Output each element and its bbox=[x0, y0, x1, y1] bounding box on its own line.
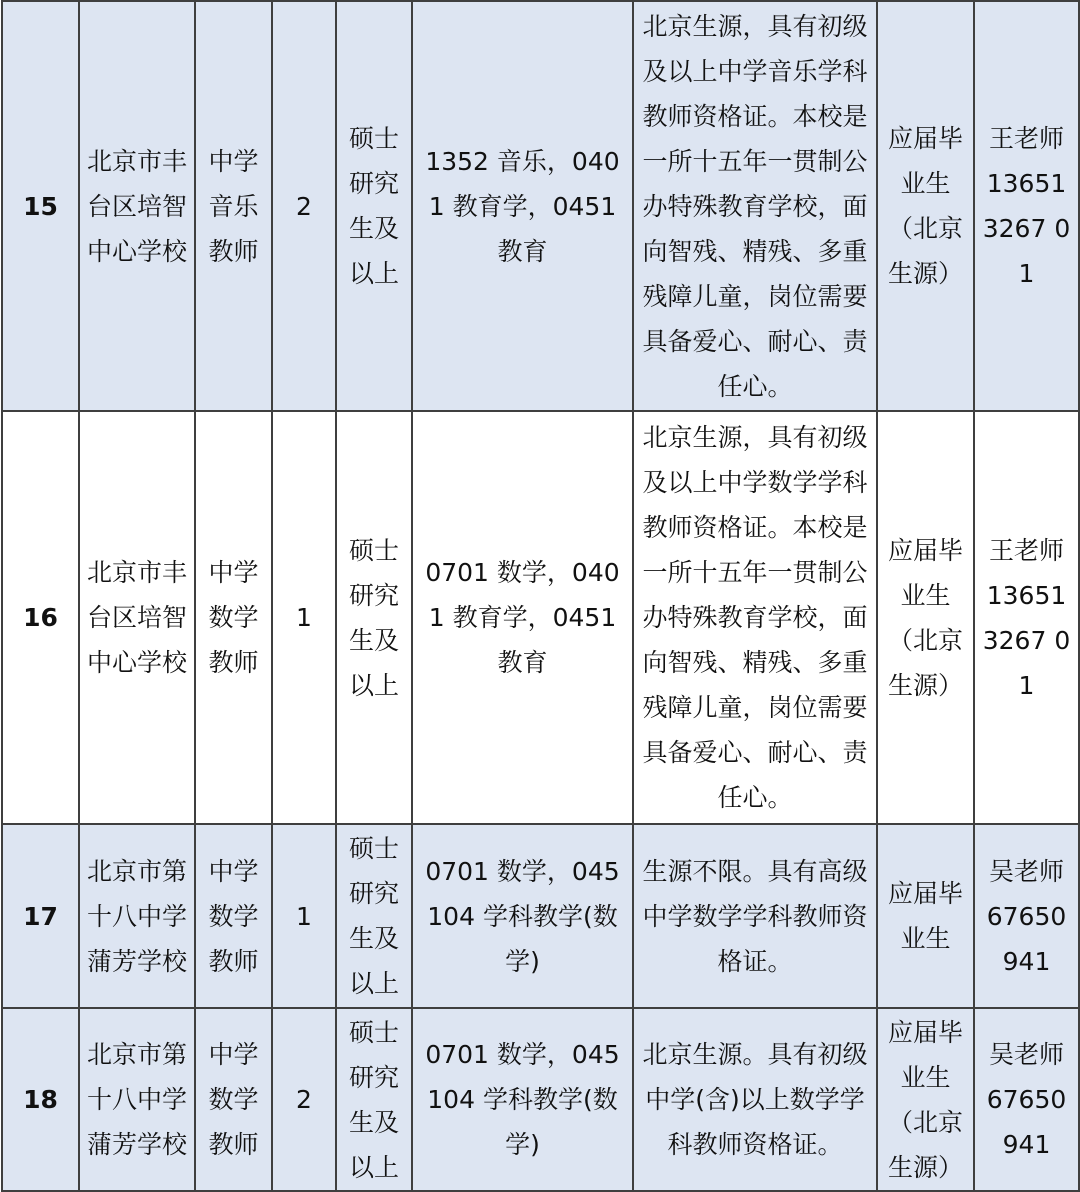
hiring-count: 1 bbox=[272, 411, 336, 824]
row-number: 18 bbox=[2, 1008, 79, 1191]
recruitment-table bbox=[1, 0, 1080, 1192]
contact-info: 王老师 136513267 01 bbox=[974, 1, 1079, 411]
other-requirements: 生源不限。具有高级中学数学学科教师资格证。 bbox=[633, 824, 877, 1008]
hiring-count: 1 bbox=[272, 824, 336, 1008]
other-requirements: 北京生源，具有初级及以上中学数学学科教师资格证。本校是一所十五年一贯制公办特殊教育学校，面向智残、精残、多重残障儿童，岗位需要具备爱心、耐心、责任心。 bbox=[633, 411, 877, 824]
major-requirement: 0701 数学，045104 学科教学(数学) bbox=[412, 824, 633, 1008]
other-requirements: 北京生源，具有初级及以上中学音乐学科教师资格证。本校是一所十五年一贯制公办特殊教育学校，面向智残、精残、多重残障儿童，岗位需要具备爱心、耐心、责任心。 bbox=[633, 1, 877, 411]
applicant-type: 应届毕业生（北京生源） bbox=[877, 1, 974, 411]
position-name: 中学音乐教师 bbox=[195, 1, 272, 411]
row-number: 17 bbox=[2, 824, 79, 1008]
position-name: 中学数学教师 bbox=[195, 1008, 272, 1191]
row-number: 15 bbox=[2, 1, 79, 411]
major-requirement: 0701 数学，045104 学科教学(数学) bbox=[412, 1008, 633, 1191]
other-requirements: 北京生源。具有初级中学(含)以上数学学科教师资格证。 bbox=[633, 1008, 877, 1191]
education-requirement: 硕士研究生及以上 bbox=[336, 1008, 412, 1191]
table-row bbox=[2, 1, 1079, 411]
contact-info: 王老师 136513267 01 bbox=[974, 411, 1079, 824]
row-number: 16 bbox=[2, 411, 79, 824]
school-name: 北京市丰台区培智中心学校 bbox=[79, 1, 195, 411]
hiring-count: 2 bbox=[272, 1008, 336, 1191]
school-name: 北京市丰台区培智中心学校 bbox=[79, 411, 195, 824]
table-row bbox=[2, 824, 1079, 1008]
applicant-type: 应届毕业生 bbox=[877, 824, 974, 1008]
position-name: 中学数学教师 bbox=[195, 824, 272, 1008]
contact-info: 吴老师 67650941 bbox=[974, 1008, 1079, 1191]
school-name: 北京市第十八中学蒲芳学校 bbox=[79, 1008, 195, 1191]
contact-info: 吴老师 67650941 bbox=[974, 824, 1079, 1008]
hiring-count: 2 bbox=[272, 1, 336, 411]
school-name: 北京市第十八中学蒲芳学校 bbox=[79, 824, 195, 1008]
position-name: 中学数学教师 bbox=[195, 411, 272, 824]
table-row bbox=[2, 1008, 1079, 1191]
education-requirement: 硕士研究生及以上 bbox=[336, 1, 412, 411]
education-requirement: 硕士研究生及以上 bbox=[336, 411, 412, 824]
major-requirement: 1352 音乐，0401 教育学，0451 教育 bbox=[412, 1, 633, 411]
major-requirement: 0701 数学，0401 教育学，0451 教育 bbox=[412, 411, 633, 824]
table-row bbox=[2, 411, 1079, 824]
applicant-type: 应届毕业生（北京生源） bbox=[877, 1008, 974, 1191]
applicant-type: 应届毕业生（北京生源） bbox=[877, 411, 974, 824]
education-requirement: 硕士研究生及以上 bbox=[336, 824, 412, 1008]
